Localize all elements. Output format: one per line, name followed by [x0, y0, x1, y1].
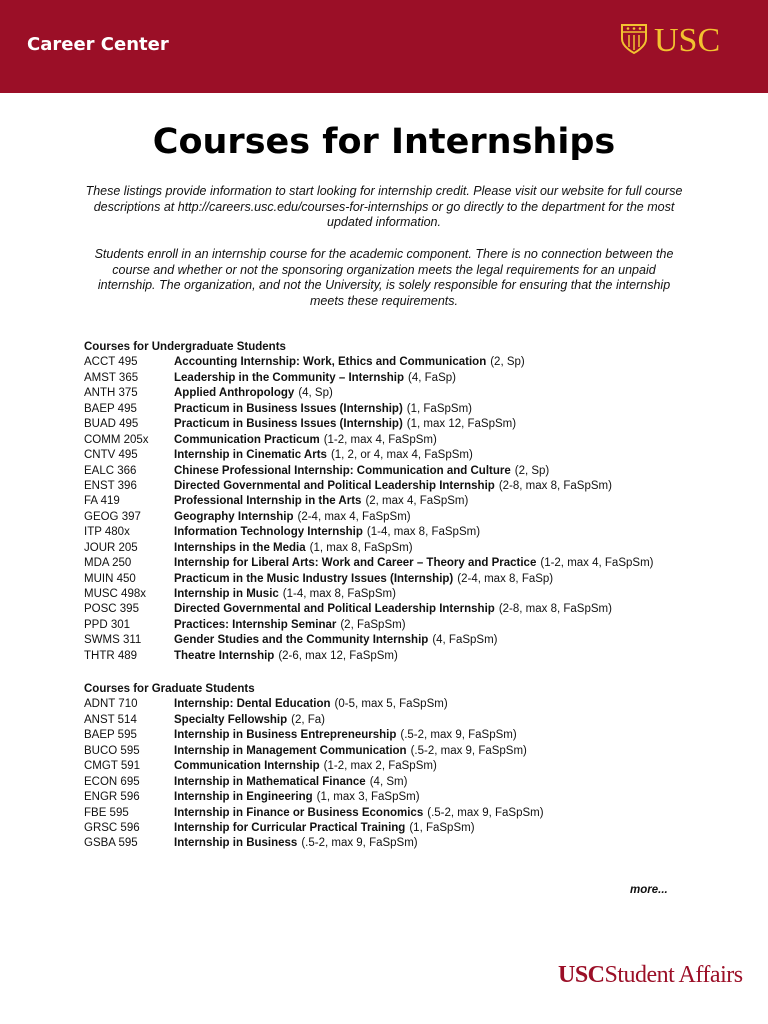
course-row	[84, 417, 734, 432]
course-credits: (1-4, max 8, FaSpSm)	[282, 588, 396, 600]
course-credits: (2, max 4, FaSpSm)	[365, 495, 469, 508]
intro-paragraph-1: These listings provide information to start looking for internship credit. Please visit our website for full course descriptions at http://careers.usc.edu/courses-for-internships or go directly to the department for the most updated information.	[85, 184, 683, 230]
course-code: BAEP 495	[84, 402, 137, 415]
course-row	[84, 402, 734, 417]
usc-logo-text: USC	[654, 22, 721, 59]
course-row	[84, 587, 734, 602]
course-code: FBE 595	[84, 806, 129, 819]
course-credits: (1-2, max 4, FaSpSm)	[323, 433, 437, 446]
course-credits: (0-5, max 5, FaSpSm)	[334, 698, 448, 711]
course-credits: (1-2, max 4, FaSpSm)	[540, 557, 654, 570]
course-code: ENGR 596	[84, 791, 140, 804]
brand-name: Career Center	[27, 34, 169, 55]
course-credits: (2, Sp)	[490, 356, 525, 369]
course-title: Internship in Music	[174, 588, 279, 600]
course-title: Internship in Management Communication	[174, 744, 407, 757]
course-title: Communication Internship	[174, 760, 320, 773]
course-code: EALC 366	[84, 464, 137, 477]
course-code: JOUR 205	[84, 541, 138, 554]
course-code: COMM 205x	[84, 433, 149, 446]
course-row	[84, 836, 734, 851]
course-row	[84, 697, 734, 712]
course-credits: (2-4, max 4, FaSpSm)	[297, 510, 411, 523]
course-title: Practicum in Business Issues (Internship)	[174, 402, 403, 415]
course-code: MDA 250	[84, 557, 132, 570]
course-title: Internship in Business	[174, 837, 298, 850]
course-row	[84, 633, 734, 648]
course-title: Practices: Internship Seminar	[174, 618, 337, 631]
course-code: ECON 695	[84, 775, 140, 788]
course-credits: (1, FaSpSm)	[409, 821, 475, 834]
course-title: Practicum in Business Issues (Internship)	[174, 418, 403, 431]
course-code: BUCO 595	[84, 744, 140, 757]
course-credits: (.5-2, max 9, FaSpSm)	[301, 837, 418, 850]
course-title: Internship in Finance or Business Economics	[174, 806, 424, 819]
course-code: ENST 396	[84, 479, 137, 492]
course-code: BUAD 495	[84, 418, 139, 431]
course-title: Chinese Professional Internship: Communication and Culture	[174, 464, 511, 477]
footer-usc: USC	[558, 962, 605, 988]
course-code: MUIN 450	[84, 572, 136, 585]
course-credits: (1-2, max 2, FaSpSm)	[323, 760, 437, 773]
course-title: Information Technology Internship	[174, 526, 363, 539]
course-row	[84, 602, 734, 617]
course-row	[84, 433, 734, 448]
course-credits: (2, Fa)	[291, 713, 325, 726]
undergrad-course-list	[84, 355, 734, 664]
course-title: Practicum in the Music Industry Issues (Internship)	[174, 572, 454, 585]
course-code: THTR 489	[84, 649, 138, 662]
course-title: Internship in Business Entrepreneurship	[174, 729, 397, 742]
graduate-section-title: Courses for Graduate Students	[84, 683, 255, 695]
course-credits: (4, FaSp)	[408, 371, 456, 384]
course-row	[84, 775, 734, 790]
course-code: ITP 480x	[84, 526, 130, 539]
course-credits: (2-6, max 12, FaSpSm)	[278, 649, 398, 662]
course-title: Accounting Internship: Work, Ethics and Communication	[174, 356, 487, 369]
course-row	[84, 572, 734, 587]
course-credits: (1, max 3, FaSpSm)	[316, 791, 420, 804]
course-row	[84, 618, 734, 633]
course-credits: (4, FaSpSm)	[432, 634, 498, 647]
course-code: ADNT 710	[84, 698, 138, 711]
course-row	[84, 525, 734, 540]
course-code: POSC 395	[84, 603, 139, 616]
course-credits: (1-4, max 8, FaSpSm)	[366, 526, 481, 539]
page-title: Courses for Internships	[152, 122, 616, 162]
course-credits: (.5-2, max 9, FaSpSm)	[427, 806, 544, 819]
intro-paragraph-2: Students enroll in an internship course for the academic component. There is no connection between the course and whether or not the sponsoring organization meets the legal requirements for an unpaid internship. The organization, and not the University, is solely responsible for ensuring that the internship meets these requirements.	[94, 247, 674, 308]
course-row	[84, 386, 734, 401]
course-title: Internship in Mathematical Finance	[174, 775, 366, 788]
course-row	[84, 649, 734, 664]
course-code: AMST 365	[84, 371, 139, 384]
course-title: Internship: Dental Education	[174, 698, 331, 711]
course-code: BAEP 595	[84, 729, 137, 742]
course-row	[84, 821, 734, 836]
course-credits: (1, max 12, FaSpSm)	[406, 418, 517, 431]
footer-student-affairs: Student Affairs	[604, 962, 743, 988]
course-title: Internship in Cinematic Arts	[174, 449, 327, 462]
course-row	[84, 464, 734, 479]
course-code: CMGT 591	[84, 760, 141, 773]
course-row	[84, 448, 734, 463]
graduate-section	[84, 682, 734, 852]
course-code: ANST 514	[84, 713, 137, 726]
course-credits: (2, Sp)	[514, 464, 550, 477]
course-code: GRSC 596	[84, 821, 140, 834]
course-title: Directed Governmental and Political Leadership Internship	[174, 603, 495, 616]
course-row	[84, 479, 734, 494]
course-credits: (2-8, max 8, FaSpSm)	[498, 479, 612, 492]
course-row	[84, 541, 734, 556]
course-title: Leadership in the Community – Internship	[174, 371, 405, 384]
undergrad-section	[84, 340, 734, 664]
course-title: Internship for Liberal Arts: Work and Career – Theory and Practice	[174, 557, 537, 570]
course-code: FA 419	[84, 495, 120, 508]
course-code: ACCT 495	[84, 356, 138, 369]
usc-logo	[620, 22, 720, 60]
course-code: PPD 301	[84, 618, 131, 631]
course-credits: (2, FaSpSm)	[340, 618, 406, 631]
course-row	[84, 713, 734, 728]
course-title: Gender Studies and the Community Internship	[174, 634, 429, 647]
course-credits: (1, 2, or 4, max 4, FaSpSm)	[330, 449, 473, 462]
course-row	[84, 728, 734, 743]
course-title: Theatre Internship	[174, 649, 275, 662]
course-code: CNTV 495	[84, 449, 138, 462]
course-credits: (.5-2, max 9, FaSpSm)	[410, 744, 527, 757]
course-credits: (1, max 8, FaSpSm)	[309, 541, 413, 554]
course-title: Specialty Fellowship	[174, 713, 288, 726]
course-row	[84, 790, 734, 805]
course-title: Internship for Curricular Practical Training	[174, 821, 406, 834]
course-row	[84, 759, 734, 774]
course-code: ANTH 375	[84, 387, 138, 400]
course-credits: (4, Sm)	[369, 775, 408, 788]
more-link[interactable]: more...	[630, 884, 668, 896]
course-code: GSBA 595	[84, 837, 138, 850]
undergrad-section-title: Courses for Undergraduate Students	[84, 341, 286, 353]
course-title: Directed Governmental and Political Leadership Internship	[174, 479, 495, 492]
usc-shield-icon	[620, 23, 648, 60]
course-row	[84, 556, 734, 571]
course-code: SWMS 311	[84, 634, 142, 647]
course-credits: (1, FaSpSm)	[406, 402, 472, 415]
course-code: GEOG 397	[84, 510, 141, 523]
course-title: Applied Anthropology	[174, 387, 295, 400]
graduate-course-list	[84, 697, 734, 851]
course-credits: (4, Sp)	[298, 387, 333, 400]
footer-logo	[558, 962, 743, 989]
course-credits: (2-8, max 8, FaSpSm)	[498, 603, 612, 616]
course-title: Internships in the Media	[174, 541, 306, 554]
course-row	[84, 510, 734, 525]
course-credits: (.5-2, max 9, FaSpSm)	[400, 729, 517, 742]
course-title: Communication Practicum	[174, 433, 320, 446]
course-row	[84, 371, 734, 386]
course-code: MUSC 498x	[84, 588, 146, 600]
course-title: Geography Internship	[174, 510, 294, 523]
course-credits: (2-4, max 8, FaSp)	[457, 572, 554, 585]
course-row	[84, 494, 734, 509]
course-title: Professional Internship in the Arts	[174, 495, 362, 508]
course-row	[84, 744, 734, 759]
course-row	[84, 806, 734, 821]
course-row	[84, 355, 734, 370]
header-bar	[0, 0, 768, 93]
course-title: Internship in Engineering	[174, 791, 313, 804]
